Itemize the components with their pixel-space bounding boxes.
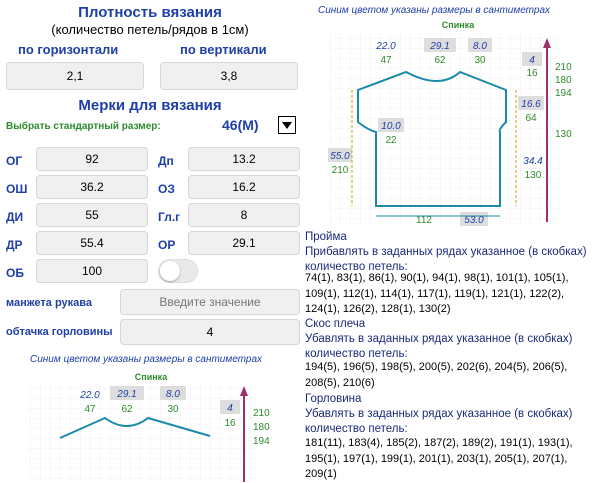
stitch-label: 47	[84, 404, 96, 415]
stitch-label: 47	[380, 55, 392, 66]
field-label-og: ОГ	[6, 154, 23, 168]
stitch-label: 16	[526, 68, 538, 79]
dim-label: 8.0	[473, 41, 487, 52]
dr-input[interactable]: 55.4	[36, 231, 148, 255]
armhole-desc: Прибавлять в заданных рядах указанное (в скобках) количество петель:	[305, 246, 587, 273]
dim-label: 53.0	[464, 215, 484, 226]
dim-label: 29.1	[430, 41, 450, 52]
row-label: 180	[253, 422, 270, 433]
stitch-label: 64	[525, 113, 537, 124]
stitch-label: 30	[474, 55, 486, 66]
pattern-diagram-right	[310, 18, 596, 228]
field-label-dr: ДР	[6, 238, 23, 252]
og-input[interactable]: 92	[36, 147, 148, 171]
dim-label: 22.0	[80, 390, 100, 401]
stitch-label: 16	[224, 418, 236, 429]
field-label-dp: Дп	[158, 154, 174, 168]
glg-input[interactable]: 8	[188, 203, 300, 227]
triangle-down-icon	[282, 122, 292, 129]
row-label: 194	[555, 88, 572, 99]
osh-input[interactable]: 36.2	[36, 175, 148, 199]
row-label: 210	[253, 408, 270, 419]
vertical-density-input[interactable]: 3,8	[160, 62, 298, 90]
dim-label: 16.6	[521, 99, 541, 110]
stitch-label: 112	[416, 215, 432, 226]
cuff-label: манжета рукава	[6, 297, 92, 309]
oz-input[interactable]: 16.2	[188, 175, 300, 199]
di-input[interactable]: 55	[36, 203, 148, 227]
measures-title: Мерки для вязания	[78, 97, 222, 114]
dim-label: 8.0	[166, 389, 180, 400]
stitch-label: 62	[434, 55, 446, 66]
row-label: 130	[555, 129, 572, 140]
cuff-input[interactable]	[120, 289, 300, 315]
diagram-caption-left: Синим цветом указаны размеры в сантиметрах	[30, 354, 263, 365]
diagram-title: Спинка	[134, 372, 168, 382]
density-subtitle: (количество петель/рядов в 1см)	[51, 22, 249, 37]
horizontal-density-input[interactable]: 2,1	[6, 62, 144, 90]
row-label: 210	[555, 62, 572, 73]
stitch-label: 62	[121, 404, 133, 415]
neckline-desc: Убавлять в заданных рядах указанное (в скобках) количество петель:	[305, 408, 573, 435]
toggle-knob	[160, 261, 180, 281]
dim-label: 29.1	[117, 389, 137, 400]
field-label-or: ОР	[158, 238, 176, 252]
dim-label: 22.0	[376, 41, 396, 52]
stitch-label: 210	[331, 165, 349, 176]
field-label-oz: ОЗ	[158, 182, 175, 196]
size-dropdown-button[interactable]	[278, 116, 296, 134]
dim-label: 34.4	[523, 156, 543, 167]
field-label-di: ДИ	[6, 210, 24, 224]
or-input[interactable]: 29.1	[188, 231, 300, 255]
field-label-osh: ОШ	[6, 182, 28, 196]
density-title: Плотность вязания	[78, 4, 222, 21]
shoulder-rows: 194(5), 196(5), 198(5), 200(5), 202(6), 204(5), 206(5), 208(5), 210(6)	[305, 361, 568, 389]
row-label: 194	[253, 436, 270, 447]
field-label-ob: ОБ	[6, 266, 24, 280]
armhole-rows: 74(1), 83(1), 86(1), 90(1), 94(1), 98(1), 101(1), 105(1), 109(1), 112(1), 114(1), 117(1), 119(1), 121(1), 122(2), 124(1), 126(2), 128(1), 130(2)	[305, 272, 569, 315]
ob-input[interactable]: 100	[36, 259, 148, 283]
dim-label: 55.0	[330, 151, 350, 162]
pattern-diagram-left	[20, 368, 282, 482]
field-label-glg: Гл.г	[158, 210, 181, 224]
neck-trim-input[interactable]: 4	[120, 319, 300, 345]
shoulder-desc: Убавлять в заданных рядах указанное (в скобках) количество петель:	[305, 333, 573, 360]
toggle-switch[interactable]	[158, 259, 198, 283]
dim-label: 4	[529, 55, 535, 66]
neckline-title: Горловина	[305, 393, 362, 405]
diagram-caption-right: Синим цветом указаны размеры в сантиметрах	[318, 5, 551, 16]
stitch-label: 30	[167, 404, 179, 415]
dp-input[interactable]: 13.2	[188, 147, 300, 171]
diagram-title: Спинка	[441, 20, 475, 30]
stitch-label: 130	[524, 170, 542, 181]
stitch-label: 22	[385, 135, 397, 146]
row-label: 180	[555, 75, 572, 86]
neck-trim-label: обтачка горловины	[6, 326, 113, 338]
dim-label: 10.0	[381, 121, 401, 132]
vertical-label: по вертикали	[180, 42, 267, 57]
armhole-title: Пройма	[305, 231, 347, 243]
shoulder-title: Скос плеча	[305, 318, 366, 330]
size-select-value[interactable]: 46(М)	[222, 117, 259, 133]
choose-size-label: Выбрать стандартный размер:	[6, 121, 161, 132]
horizontal-label: по горизонтали	[18, 42, 119, 57]
neckline-rows: 181(11), 183(4), 185(2), 187(2), 189(2), 191(1), 193(1), 195(1), 197(1), 199(1), 201(1), 203(1), 205(1), 207(1), 209(1)	[305, 437, 573, 480]
dim-label: 4	[227, 403, 233, 414]
